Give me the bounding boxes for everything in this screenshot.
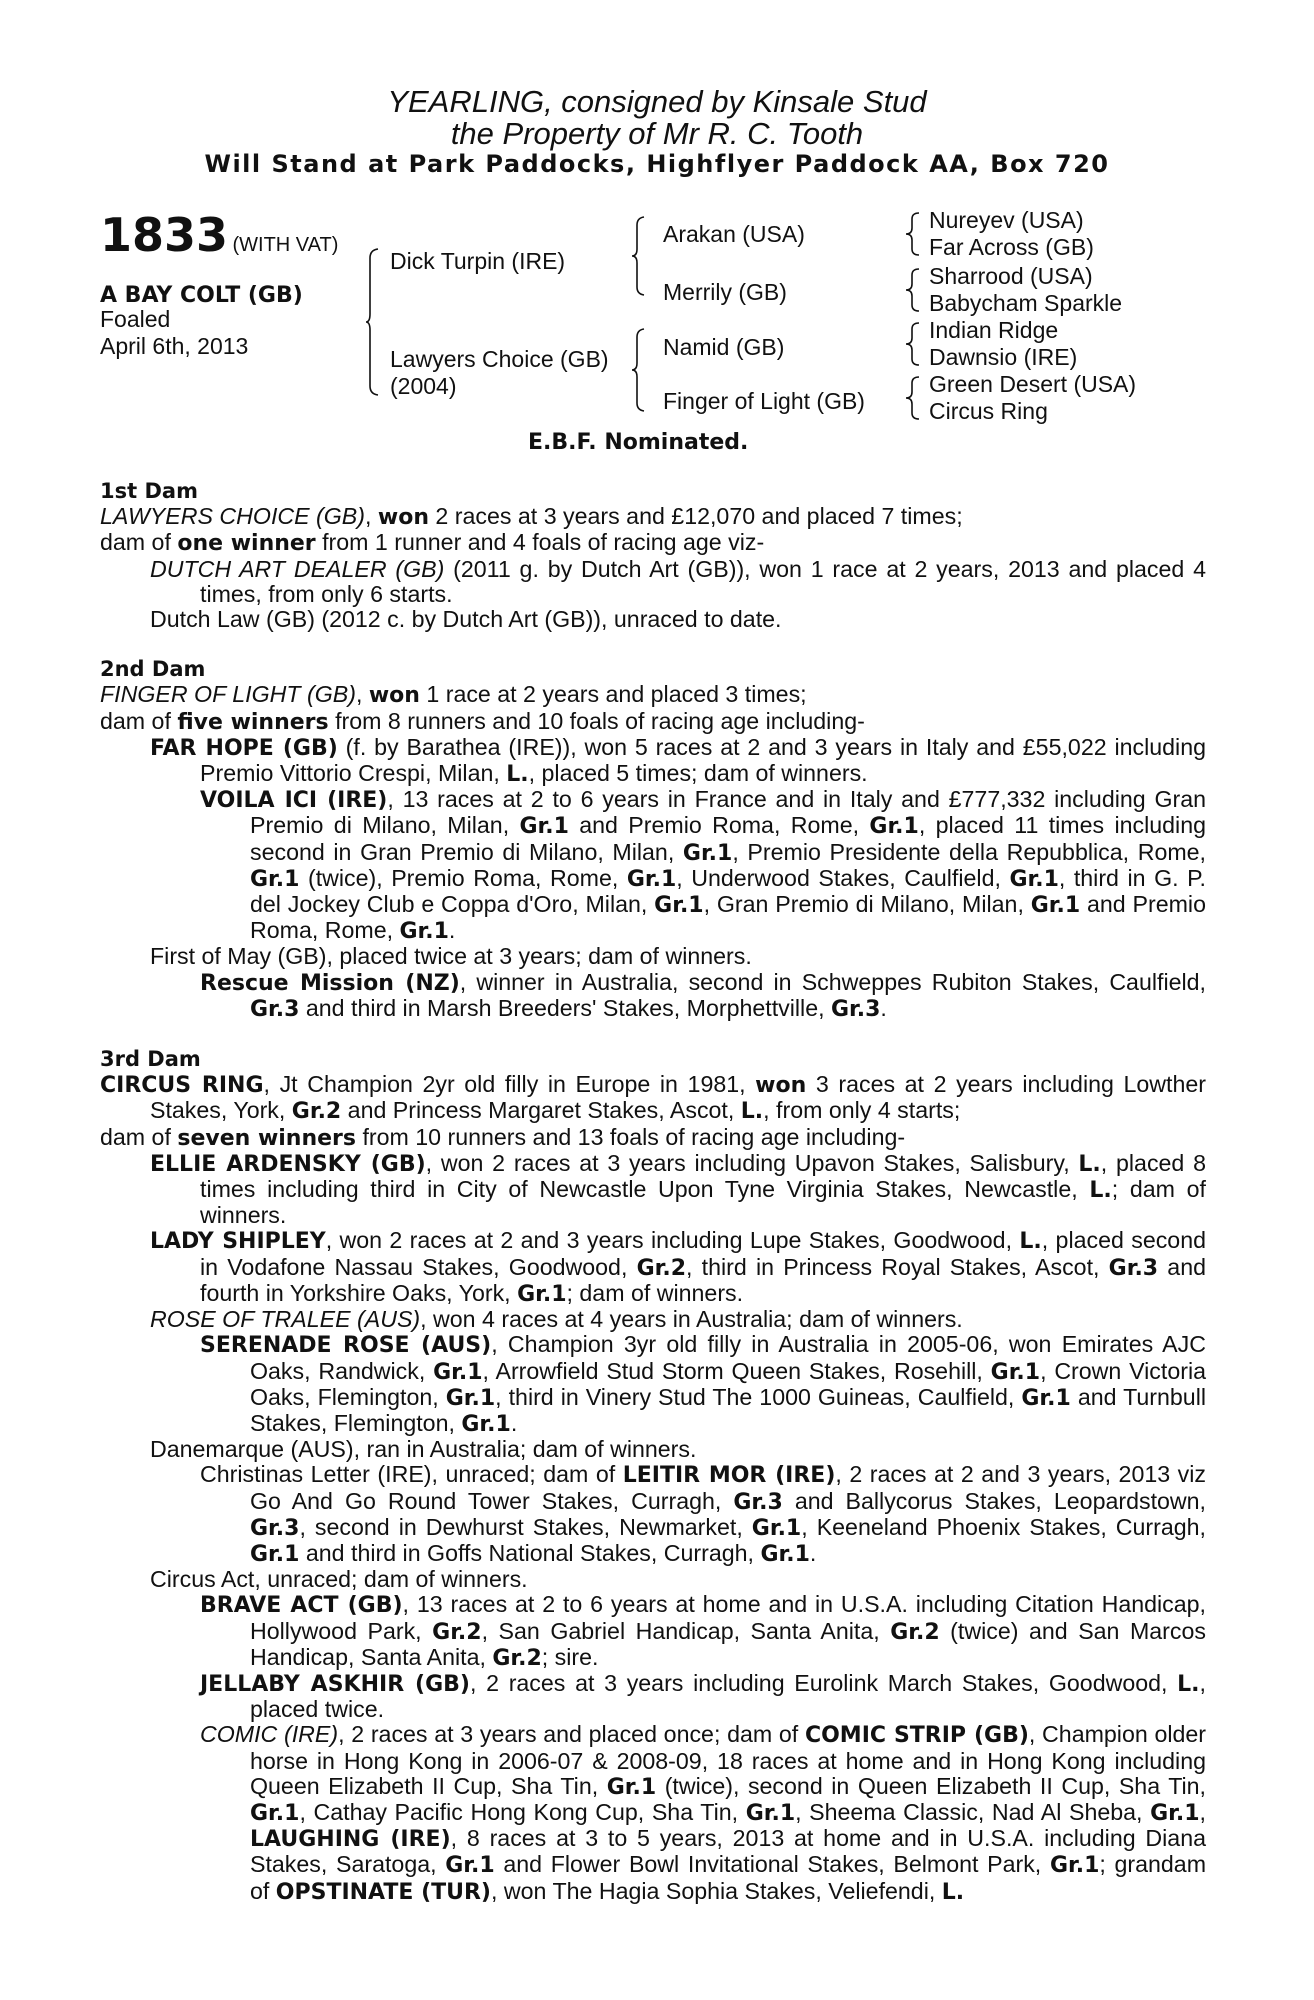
text-fragment: , won The Hagia Sophia Stakes, Veliefendi, [491, 1877, 942, 1904]
third-dam-produce-summary [100, 1125, 1206, 1151]
brace-ggp-2 [906, 268, 920, 312]
italic-text: COMIC (IRE) [200, 1721, 339, 1748]
bold-text: Gr.1 [606, 1774, 657, 1800]
bold-text: Gr.1 [990, 1359, 1041, 1385]
bold-text: Gr.1 [250, 1800, 300, 1826]
foaled-label: Foaled [100, 306, 171, 332]
text-fragment: ; dam of winners. [566, 1279, 744, 1306]
bold-text: Gr.1 [433, 1359, 483, 1385]
bold-text: LAUGHING (IRE) [250, 1827, 451, 1853]
bold-text: L. [1078, 1151, 1101, 1177]
produce-comic [100, 1722, 1206, 1904]
bold-text: Gr.1 [1021, 1385, 1071, 1411]
first-dam-record: LAWYERS CHOICE (GB), won 2 races at 3 years and £12,070 and placed 7 times; [100, 503, 963, 531]
ggp-3: Sharrood (USA) [929, 263, 1093, 289]
text-fragment: (twice), Premio Roma, Rome, [299, 864, 627, 891]
text-fragment: , Gran Premio di Milano, Milan, [703, 891, 1031, 918]
text-fragment: Circus Act, unraced; dam of winners. [150, 1566, 528, 1593]
text-fragment: from 8 runners and 10 foals of racing age including- [328, 707, 865, 734]
bold-text: Gr.2 [890, 1619, 940, 1645]
text-fragment: (f. by Barathea (IRE)), won 5 races at 2 and 3 years in Italy and £55,022 including Premio Vittorio Crespi, Milan, [200, 733, 1206, 787]
bold-text: won [368, 683, 420, 709]
produce-circus-act [100, 1567, 1206, 1592]
bold-text: L. [941, 1879, 965, 1905]
bold-text: Gr.1 [1030, 893, 1081, 919]
text-fragment: , Crown Victoria Oaks, Flemington, [250, 1357, 1206, 1410]
bold-text: Gr.1 [626, 866, 677, 892]
text-fragment: , third in Vinery Stud The 1000 Guineas, Caulfield, [495, 1383, 1022, 1410]
produce-dutch-art-dealer [100, 557, 1206, 607]
text-fragment: First of May (GB), placed twice at 3 years; dam of winners. [150, 943, 752, 970]
bold-text: Gr.1 [250, 866, 300, 892]
bold-text: Gr.1 [745, 1800, 796, 1826]
dam-name: Lawyers Choice (GB) [390, 346, 609, 372]
text-fragment: dam of [100, 529, 178, 556]
text-fragment: ; sire. [541, 1643, 599, 1670]
property-line: the Property of Mr R. C. Tooth [450, 116, 864, 151]
text-fragment: , Jt Champion 2yr old filly in Europe in 1981, [263, 1071, 756, 1098]
text-fragment: ; grandam of [250, 1851, 1207, 1904]
text-fragment: Dutch Law (GB) (2012 c. by Dutch Art (GB)), unraced to date. [150, 606, 782, 633]
bold-text: LADY SHIPLEY [150, 1229, 326, 1255]
text-fragment: 1 race at 2 years and placed 3 times; [419, 681, 807, 708]
brace-parents [366, 248, 380, 396]
bold-text: L. [1177, 1671, 1200, 1697]
text-fragment: , third in Princess Royal Stakes, Ascot, [686, 1253, 1109, 1280]
sire-dam-name: Merrily (GB) [663, 279, 787, 305]
dam-sire-name: Namid (GB) [663, 334, 785, 360]
text-fragment: , Cathay Pacific Hong Kong Cup, Sha Tin, [299, 1798, 746, 1825]
text-fragment: . [809, 1539, 817, 1566]
ggp-5: Indian Ridge [929, 317, 1059, 343]
bold-text: Gr.1 [751, 1515, 802, 1541]
bold-text: Gr.1 [1049, 1853, 1100, 1879]
text-fragment: and Premio Roma, Rome, [250, 891, 1206, 944]
text-fragment: , 13 races at 2 to 6 years at home and in U.S.A. including Citation Handicap, Hollywood Park, [250, 1591, 1207, 1644]
text-fragment: , 2 races at 3 years and placed once; dam of [338, 1721, 805, 1748]
text-fragment: , Keeneland Phoenix Stakes, Curragh, [801, 1513, 1206, 1540]
text-fragment: 3 races at 2 years including Lowther Stakes, York, [150, 1071, 1206, 1124]
text-fragment: , San Gabriel Handicap, Santa Anita, [481, 1617, 891, 1644]
produce-christinas-letter [100, 1462, 1206, 1567]
text-fragment: , [1199, 1798, 1206, 1825]
text-fragment: , second in Dewhurst Stakes, Newmarket, [299, 1513, 752, 1540]
text-fragment: Danemarque (AUS), ran in Australia; dam of winners. [150, 1436, 697, 1463]
text-fragment: , 2 races at 3 years including Eurolink March Stakes, Goodwood, [469, 1669, 1178, 1696]
text-fragment: (2011 g. by Dutch Art (GB)), won 1 race at 2 years, 2013 and placed 4 times, from only 6 starts. [200, 555, 1207, 607]
consignor-line: YEARLING, consigned by Kinsale Stud [387, 84, 927, 119]
bold-text: Gr.3 [250, 996, 300, 1022]
first-dam-produce-summary [100, 530, 1206, 556]
second-dam-produce-summary [100, 709, 1206, 735]
bold-text: ELLIE ARDENSKY (GB) [150, 1151, 426, 1177]
brace-ggp-4 [906, 376, 920, 420]
italic-text: LAWYERS CHOICE (GB) [100, 503, 365, 530]
third-dam-heading: 3rd Dam [100, 1047, 201, 1072]
text-fragment: dam of [100, 707, 178, 734]
text-fragment: ; dam of winners. [200, 1176, 1206, 1229]
text-fragment: and Ballycorus Stakes, Leopardstown, [782, 1487, 1206, 1514]
produce-record [100, 479, 1206, 1905]
bold-text: Gr.1 [1150, 1800, 1200, 1826]
produce-dutch-law [100, 607, 1206, 632]
text-fragment: and third in Marsh Breeders' Stakes, Morphettville, [299, 994, 831, 1021]
text-fragment: Christinas Letter (IRE), unraced; dam of [200, 1461, 623, 1488]
text-fragment: . [510, 1409, 518, 1436]
bold-text: LEITIR MOR (IRE) [622, 1463, 836, 1489]
bold-text: FAR HOPE (GB) [150, 735, 338, 761]
text-fragment: from 1 runner and 4 foals of racing age viz- [315, 529, 765, 556]
produce-voila-ici [100, 787, 1206, 944]
text-fragment: and Princess Margaret Stakes, Ascot, [341, 1097, 741, 1124]
ggp-7: Green Desert (USA) [929, 371, 1137, 397]
text-fragment: and Turnbull Stakes, Flemington, [250, 1383, 1206, 1436]
brace-sire [632, 216, 646, 296]
bold-text: Gr.2 [492, 1645, 542, 1671]
italic-text: DUTCH ART DEALER (GB) [150, 555, 445, 582]
ggp-4: Babycham Sparkle [929, 290, 1123, 316]
bold-text: Gr.1 [517, 1281, 567, 1307]
bold-text: Gr.1 [250, 1541, 300, 1567]
ggp-1: Nureyev (USA) [929, 207, 1084, 233]
bold-text: Gr.2 [291, 1099, 342, 1125]
foaled-date: April 6th, 2013 [100, 333, 249, 359]
horse-description: A BAY COLT (GB) [100, 283, 303, 308]
bold-text: COMIC STRIP (GB) [804, 1723, 1029, 1749]
text-fragment: , 13 races at 2 to 6 years in France and in Italy and £777,332 including Gran Premio di Milano, Milan, [250, 786, 1206, 839]
produce-serenade-rose [100, 1332, 1206, 1437]
ggp-6: Dawnsio (IRE) [929, 344, 1078, 370]
bold-text: Gr.1 [654, 893, 704, 919]
bold-text: Rescue Mission (NZ) [200, 970, 460, 996]
second-dam-heading: 2nd Dam [100, 657, 206, 682]
produce-ellie-ardensky [100, 1151, 1206, 1229]
text-fragment: from 10 runners and 13 foals of racing age including- [356, 1123, 906, 1150]
text-fragment: , Champion 3yr old filly in Australia in 2005-06, won Emirates AJC Oaks, Randwick, [250, 1331, 1206, 1384]
text-fragment: , won 2 races at 3 years including Upavon Stakes, Salisbury, [425, 1149, 1079, 1176]
bold-text: L. [1019, 1229, 1042, 1255]
text-fragment: , winner in Australia, second in Schweppes Rubiton Stakes, Caulfield, [459, 968, 1206, 995]
produce-first-of-may [100, 944, 1206, 969]
bold-text: SERENADE ROSE (AUS) [200, 1333, 492, 1359]
text-fragment: , placed second in Vodafone Nassau Stakes, Goodwood, [200, 1227, 1206, 1280]
ggp-8: Circus Ring [929, 398, 1048, 424]
bold-text: L. [740, 1099, 764, 1125]
text-fragment: , Sheema Classic, Nad Al Sheba, [795, 1798, 1151, 1825]
brace-ggp-3 [906, 322, 920, 366]
dam-year: (2004) [390, 373, 457, 399]
first-dam-heading: 1st Dam [100, 479, 198, 503]
produce-lady-shipley [100, 1228, 1206, 1307]
bold-text: OPSTINATE (TUR) [275, 1879, 491, 1905]
text-fragment: . [448, 917, 456, 944]
text-fragment: , from only 4 starts; [763, 1097, 961, 1124]
bold-text: BRAVE ACT (GB) [200, 1593, 403, 1619]
location-line: Will Stand at Park Paddocks, Highflyer Paddock AA, Box 720 [204, 150, 1110, 178]
bold-text: Gr.3 [830, 996, 881, 1022]
bold-text: Gr.1 [445, 1853, 495, 1879]
text-fragment: , Premio Presidente della Repubblica, Rome, [732, 838, 1206, 865]
lot-number: 1833 [100, 208, 229, 262]
text-fragment: and Flower Bowl Invitational Stakes, Belmont Park, [494, 1851, 1050, 1878]
produce-brave-act [100, 1592, 1206, 1671]
text-fragment: (twice) and San Marcos Handicap, Santa Anita, [250, 1617, 1206, 1670]
text-fragment: , placed 11 times including second in Gran Premio di Milano, Milan, [250, 812, 1206, 865]
bold-text: VOILA ICI (IRE) [200, 788, 388, 814]
bold-text: Gr.3 [733, 1489, 783, 1515]
produce-jellaby-askhir [100, 1671, 1206, 1722]
text-fragment: dam of [100, 1123, 178, 1150]
bold-text: CIRCUS RING [100, 1073, 264, 1099]
text-fragment: , won 4 races at 4 years in Australia; dam of winners. [420, 1306, 963, 1333]
bold-text: Gr.1 [760, 1541, 810, 1567]
bold-text: L. [506, 762, 529, 788]
italic-text: ROSE OF TRALEE (AUS) [150, 1306, 421, 1333]
bold-text: Gr.3 [250, 1515, 300, 1541]
bold-text: Gr.3 [1108, 1255, 1159, 1281]
third-dam-record [100, 1072, 1206, 1124]
bold-text: five winners [177, 709, 329, 735]
text-fragment: . [880, 994, 887, 1021]
bold-text: JELLABY ASKHIR (GB) [200, 1671, 470, 1697]
bold-text: won [377, 505, 429, 531]
bold-text: Gr.1 [399, 919, 449, 945]
bold-text: one winner [177, 531, 316, 557]
brace-dam [632, 328, 646, 412]
text-fragment: , placed 8 times including third in City of Newcastle Upon Tyne Virginia Stakes, Newcastle, [200, 1149, 1206, 1203]
brace-ggp-1 [906, 212, 920, 256]
bold-text: Gr.1 [1009, 866, 1059, 892]
second-dam-record: FINGER OF LIGHT (GB), won 1 race at 2 years and placed 3 times; [100, 681, 807, 709]
bold-text: Gr.2 [432, 1619, 482, 1645]
produce-rose-of-tralee [100, 1307, 1206, 1332]
produce-rescue-mission [100, 970, 1206, 1022]
text-fragment: (twice), second in Queen Elizabeth II Cup, Sha Tin, [656, 1772, 1207, 1799]
vat-note: (WITH VAT) [232, 234, 339, 256]
text-fragment: , Arrowfield Stud Storm Queen Stakes, Rosehill, [482, 1357, 991, 1384]
text-fragment: , Champion older horse in Hong Kong in 2006-07 & 2008-09, 18 races at home and in Hong Kong including Queen Elizabeth II Cup, Sha Tin, [250, 1721, 1206, 1799]
text-fragment: 2 races at 3 years and £12,070 and placed 7 times; [428, 503, 963, 530]
text-fragment: , 8 races at 3 to 5 years, 2013 at home and in U.S.A. including Diana Stakes, Saratoga, [250, 1825, 1206, 1878]
bold-text: Gr.1 [869, 814, 919, 840]
sire-name: Dick Turpin (IRE) [390, 248, 566, 274]
bold-text: won [755, 1073, 807, 1099]
text-fragment: and third in Goffs National Stakes, Curragh, [299, 1539, 761, 1566]
text-fragment: , Underwood Stakes, Caulfield, [676, 864, 1010, 891]
text-fragment: , placed twice. [250, 1669, 1206, 1723]
bold-text: L. [1089, 1178, 1112, 1204]
text-fragment: and Premio Roma, Rome, [568, 812, 870, 839]
bold-text: Gr.2 [636, 1255, 687, 1281]
dam-dam-name: Finger of Light (GB) [663, 388, 865, 414]
ggp-2: Far Across (GB) [929, 234, 1094, 260]
bold-text: Gr.1 [445, 1385, 496, 1411]
lot-heading [100, 208, 338, 262]
bold-text: Gr.1 [682, 840, 733, 866]
produce-far-hope [100, 735, 1206, 787]
text-fragment: , third in G. P. del Jockey Club e Coppa d'Oro, Milan, [250, 864, 1206, 918]
text-fragment: and fourth in Yorkshire Oaks, York, [200, 1253, 1206, 1306]
italic-text: FINGER OF LIGHT (GB) [100, 681, 356, 708]
produce-danemarque [100, 1437, 1206, 1462]
text-fragment: , placed 5 times; dam of winners. [528, 760, 868, 787]
text-fragment: , won 2 races at 2 and 3 years including Lupe Stakes, Goodwood, [325, 1227, 1020, 1254]
text-fragment: , 2 races at 2 and 3 years, 2013 viz Go And Go Round Tower Stakes, Curragh, [250, 1461, 1206, 1514]
sire-sire-name: Arakan (USA) [663, 221, 805, 247]
ebf-note: E.B.F. Nominated. [528, 430, 749, 455]
bold-text: Gr.1 [461, 1411, 511, 1437]
bold-text: seven winners [177, 1125, 356, 1151]
bold-text: Gr.1 [519, 814, 569, 840]
